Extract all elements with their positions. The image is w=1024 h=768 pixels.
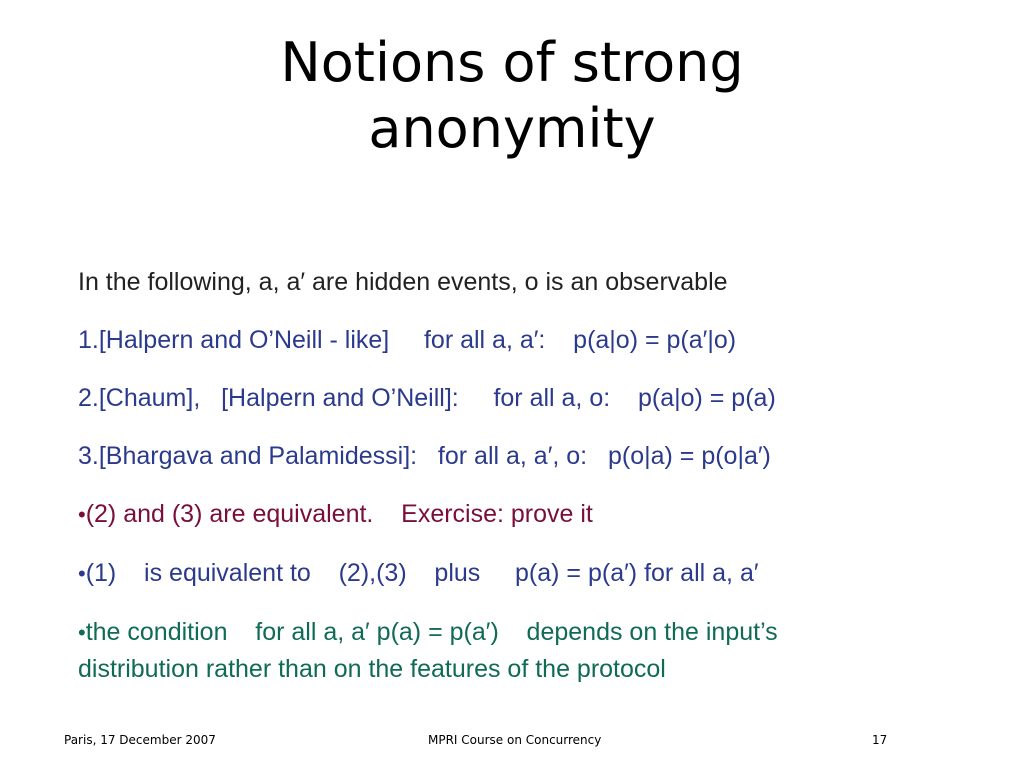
bullet-input-distribution <box>78 614 978 651</box>
footer-date: Paris, 17 December 2007 <box>64 733 216 747</box>
slide-title-line-1: Notions of strong <box>280 31 744 94</box>
bullet-icon: • <box>78 561 86 586</box>
notion-item-1: 1.[Halpern and O’Neill - like] for all a, a′: p(a|o) = p(a′|o) <box>78 326 737 354</box>
slide-body <box>78 264 978 687</box>
slide-title <box>0 30 1024 162</box>
bullet-text: (1) is equivalent to (2),(3) plus p(a) = p(a′) for all a, a′ <box>85 559 759 587</box>
notion-item-2: 2.[Chaum], [Halpern and O’Neill]: for all a, o: p(a|o) = p(a) <box>78 384 776 412</box>
bullet-icon: • <box>78 502 86 527</box>
intro-text: In the following, a, a′ are hidden events, o is an observable <box>78 268 728 296</box>
slide-title-line-2: anonymity <box>368 97 656 160</box>
bullet-text: the condition for all a, a′ p(a) = p(a′) depends on the input’s <box>85 618 778 646</box>
bullet-input-distribution-continued: distribution rather than on the features of the protocol <box>78 655 666 683</box>
notion-item-3: 3.[Bhargava and Palamidessi]: for all a, a′, o: p(o|a) = p(o|a′) <box>78 442 771 470</box>
bullet-icon: • <box>78 620 86 645</box>
bullet-text: (2) and (3) are equivalent. Exercise: prove it <box>85 500 593 528</box>
page-number: 17 <box>872 733 888 747</box>
bullet-equivalence <box>78 496 978 533</box>
footer-course: MPRI Course on Concurrency <box>428 733 602 747</box>
bullet-condition-one <box>78 555 978 592</box>
